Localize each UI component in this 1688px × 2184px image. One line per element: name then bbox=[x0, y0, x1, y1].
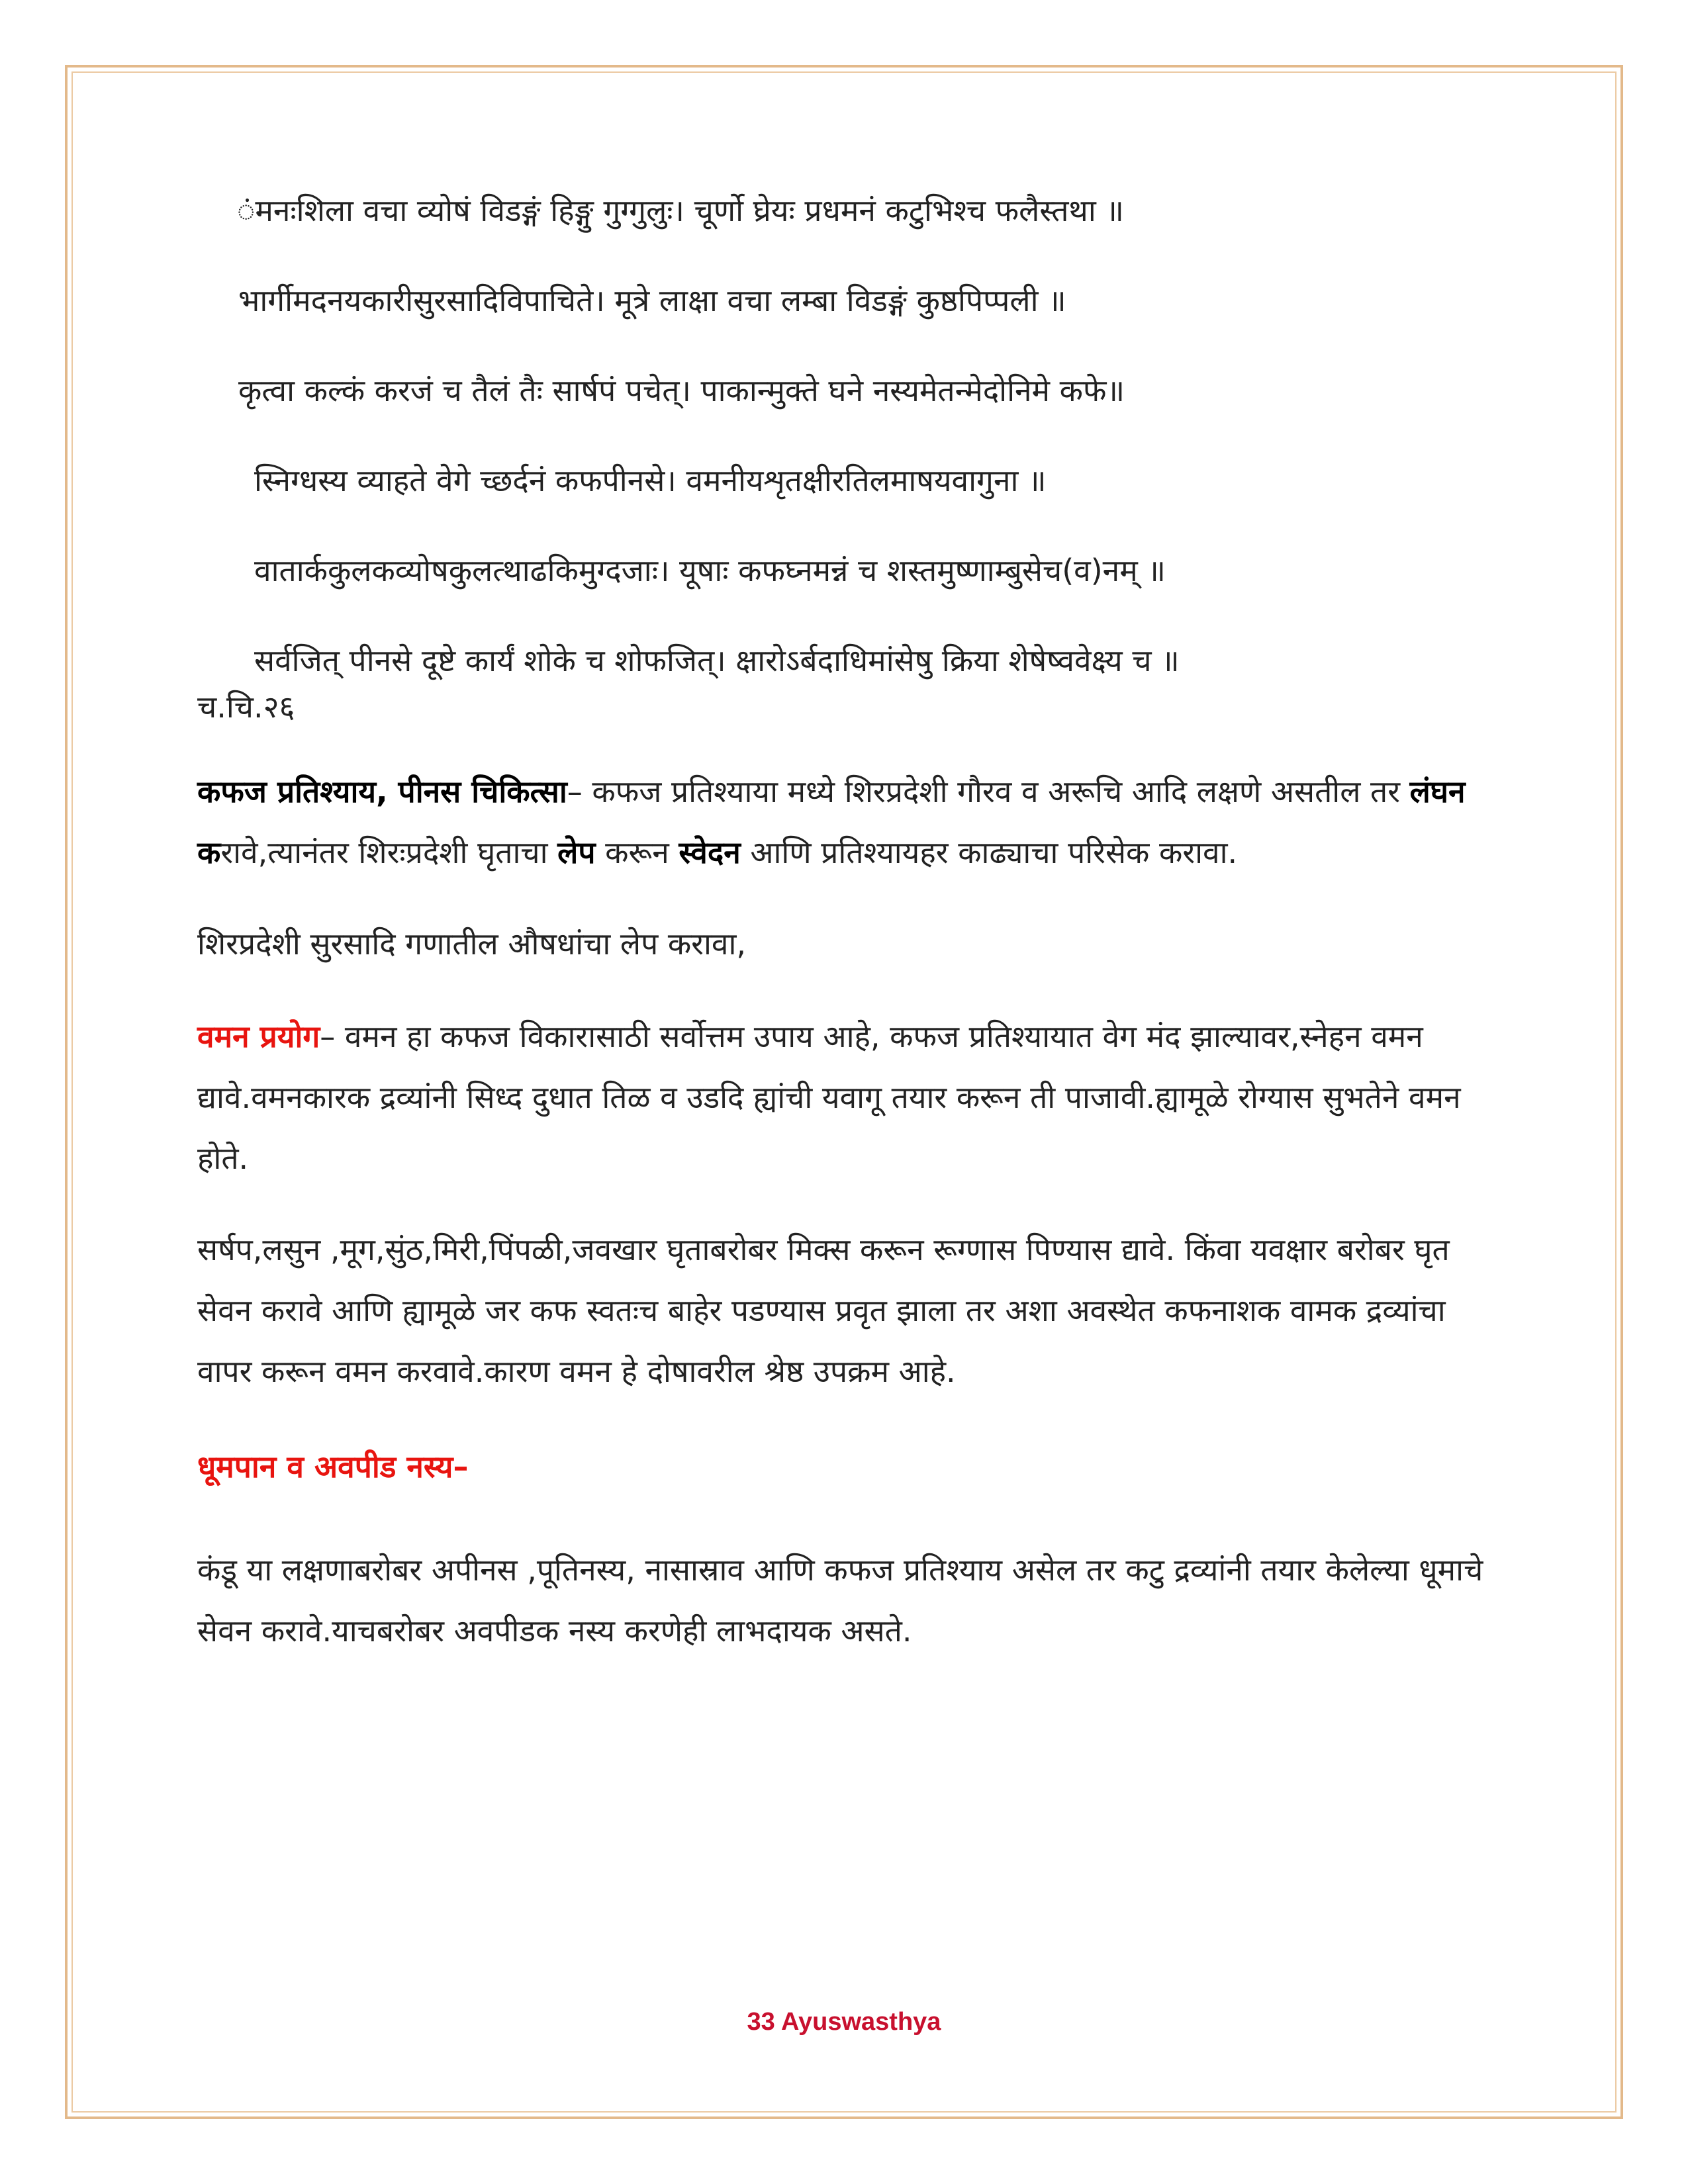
verse-line-3: कृत्वा कल्कं करजं च तैलं तैः सार्षपं पचेत्। पाकान्मुक्ते घने नस्यमेतन्मेदोनिमे कफे॥ bbox=[238, 373, 1125, 408]
verse-line-6: सर्वजित् पीनसे दूष्टे कार्यं शोके च शोफजित्। क्षारोऽर्बदाधिमांसेषु क्रिया शेषेष्ववेक्ष्य च ॥ bbox=[254, 643, 1180, 678]
kapha-text-3: करून bbox=[595, 835, 679, 870]
page-footer: 33 Ayuswasthya bbox=[747, 2008, 941, 2036]
kapha-text-4: आणि प्रतिश्यायहर काढ्याचा परिसेक करावा. bbox=[740, 835, 1238, 870]
verse-line-1: ंमनःशिला वचा व्योषं विडङ्गं हिङ्गु गुग्गुलुः। चूर्णो घ्रेयः प्रधमनं कटुभिश्च फलैस्तथा ॥ bbox=[237, 193, 1124, 228]
swedan-term: स्वेदन bbox=[679, 835, 741, 870]
lep-term: लेप bbox=[557, 835, 596, 870]
langhan-term: लंघन क bbox=[197, 774, 1466, 870]
verse-line-2: भार्गीमदनयकारीसुरसादिविपाचिते। मूत्रे लाक्षा वचा लम्बा विडङ्गं कुष्ठपिप्पली ॥ bbox=[238, 283, 1066, 318]
kapha-treatment-paragraph bbox=[197, 761, 1495, 883]
verse-line-4: स्निग्धस्य व्याहते वेगे च्छर्दनं कफपीनसे। वमनीयशृतक्षीरतिलमाषयवागुना ॥ bbox=[254, 463, 1047, 498]
sarshap-paragraph: सर्षप,लसुन ,मूग,सुंठ,मिरी,पिंपळी,जवखार घृताबरोबर मिक्स करून रूग्णास पिण्यास द्यावे. किंवा यवक्षार बरोबर घृत सेवन करावे आणि ह्यामूळे जर कफ स्वतःच बाहेर पडण्यास प्रवृत झाला तर अशा अवस्थेत कफनाशक वामक द्रव्यांचा वापर करून वमन करवावे.कारण वमन हे दोषावरील श्रेष्ठ उपक्रम आहे. bbox=[197, 1232, 1450, 1389]
page-content bbox=[197, 191, 1495, 1661]
lep-paragraph: शिरप्रदेशी सुरसादि गणातील औषधांचा लेप करावा, bbox=[197, 926, 747, 962]
vaman-paragraph bbox=[197, 1006, 1495, 1189]
dhoompan-paragraph: कंडू या लक्षणाबरोबर अपीनस ,पूतिनस्य, नासास्राव आणि कफज प्रतिश्याय असेल तर कटु द्रव्यांनी तयार केलेल्या धूमाचे सेवन करावे.याचबरोबर अवपीडक नस्य करणेही लाभदायक असते. bbox=[197, 1552, 1483, 1649]
verse-line-5: वातार्ककुलकव्योषकुलत्थाढकिमुग्दजाः। यूषाः कफघ्नमन्नं च शस्तमुष्णाम्बुसेच(व)नम् ॥ bbox=[254, 553, 1166, 588]
vaman-text: – वमन हा कफज विकारासाठी सर्वोत्तम उपाय आहे, कफज प्रतिश्यायात वेग मंद झाल्यावर,स्नेहन वमन द्यावे.वमनकारक द्रव्यांनी सिध्द दुधात तिळ व उडदि ह्यांची यवागू तयार करून ती पाजावी.ह्यामूळे रोग्यास सुभतेने वमन होते. bbox=[197, 1019, 1461, 1176]
vaman-heading: वमन प्रयोग bbox=[197, 1019, 320, 1054]
kapha-text-2: रावे,त्यानंतर शिरःप्रदेशी घृताचा bbox=[220, 835, 558, 870]
kapha-text-1: – कफज प्रतिश्याया मध्ये शिरप्रदेशी गौरव व अरूचि आदि लक्षणे असतील तर bbox=[567, 774, 1410, 809]
dhoompan-heading: धूमपान व अवपीड नस्य– bbox=[197, 1449, 469, 1484]
verse-reference: च.चि.२६ bbox=[197, 689, 295, 725]
kapha-treatment-heading: कफज प्रतिश्याय, पीनस चिकित्सा bbox=[197, 774, 567, 809]
